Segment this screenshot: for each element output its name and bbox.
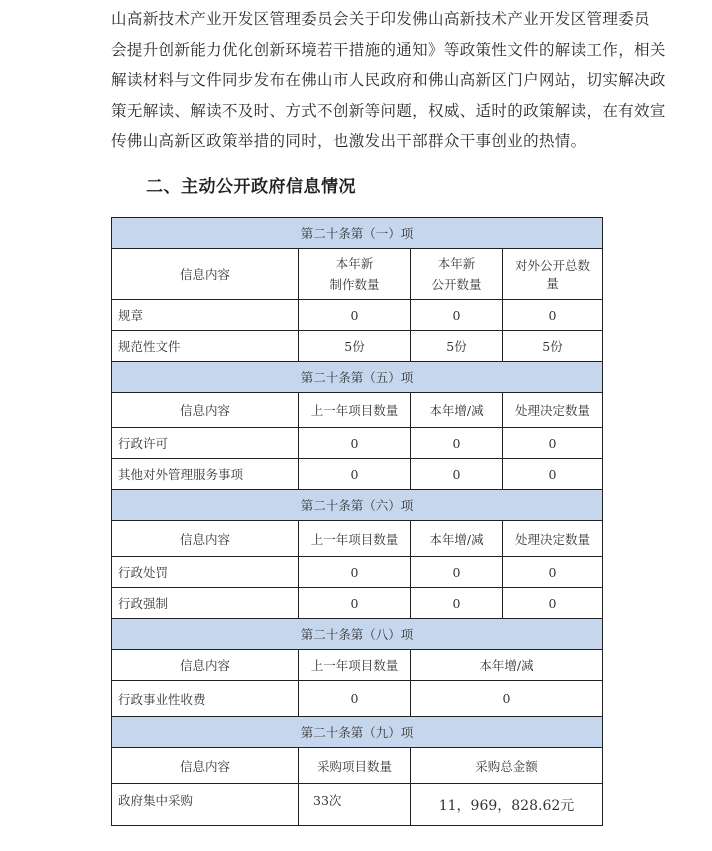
cell-value: 0	[503, 300, 603, 331]
column-header: 信息内容	[112, 393, 299, 428]
table-row	[112, 331, 603, 362]
cell-value: 0	[411, 428, 503, 459]
column-header: 本年新 公开数量	[411, 249, 503, 300]
intro-paragraph	[111, 4, 666, 157]
cell-value: 5份	[411, 331, 503, 362]
row-label: 其他对外管理服务事项	[112, 459, 299, 490]
cell-value: 0	[299, 681, 411, 717]
section-row	[112, 218, 603, 249]
row-label: 行政强制	[112, 588, 299, 619]
header-row	[112, 393, 603, 428]
column-header: 上一年项目数量	[299, 521, 411, 557]
header-row	[112, 748, 603, 784]
section-row	[112, 619, 603, 650]
row-label: 规范性文件	[112, 331, 299, 362]
table-row	[112, 681, 603, 717]
cell-value: 0	[299, 588, 411, 619]
intro-line: 策无解读、解读不及时、方式不创新等问题，权威、适时的政策解读，在有效宣	[111, 101, 666, 120]
cell-value: 0	[503, 557, 603, 588]
row-label: 行政许可	[112, 428, 299, 459]
cell-value: 0	[411, 588, 503, 619]
row-label: 政府集中采购	[112, 784, 299, 826]
table-row	[112, 300, 603, 331]
cell-value: 11，969，828.62元	[411, 784, 603, 826]
column-header: 信息内容	[112, 521, 299, 557]
table-row	[112, 428, 603, 459]
column-header: 本年新 制作数量	[299, 249, 411, 300]
table-row	[112, 557, 603, 588]
row-label: 规章	[112, 300, 299, 331]
table-row	[112, 588, 603, 619]
intro-line: 山高新技术产业开发区管理委员会关于印发佛山高新技术产业开发区管理委员	[111, 10, 650, 28]
row-label: 行政处罚	[112, 557, 299, 588]
cell-value: 0	[411, 681, 603, 717]
section-heading: 二、主动公开政府信息情况	[146, 177, 356, 197]
section-title: 第二十条第（六）项	[112, 490, 603, 521]
row-label: 行政事业性收费	[112, 681, 299, 717]
column-header: 处理决定数量	[503, 393, 603, 428]
column-header: 对外公开总数量	[503, 249, 603, 300]
column-header: 信息内容	[112, 748, 299, 784]
cell-value: 0	[299, 300, 411, 331]
intro-line: 传佛山高新区政策举措的同时，也激发出干部群众干事创业的热情。	[111, 132, 587, 150]
column-header: 信息内容	[112, 249, 299, 300]
section-title: 第二十条第（五）项	[112, 362, 603, 393]
cell-value: 0	[299, 428, 411, 459]
section-title: 第二十条第（八）项	[112, 619, 603, 650]
header-row	[112, 249, 603, 300]
section-row	[112, 490, 603, 521]
section-row	[112, 362, 603, 393]
column-header: 本年增/减	[411, 521, 503, 557]
column-header: 上一年项目数量	[299, 393, 411, 428]
table-row	[112, 459, 603, 490]
cell-value: 0	[411, 300, 503, 331]
cell-value: 33次	[299, 784, 411, 826]
section-row	[112, 717, 603, 748]
cell-value: 0	[411, 459, 503, 490]
cell-value: 0	[503, 459, 603, 490]
column-header: 处理决定数量	[503, 521, 603, 557]
section-title: 第二十条第（一）项	[112, 218, 603, 249]
table-row	[112, 784, 603, 826]
section-title: 第二十条第（九）项	[112, 717, 603, 748]
column-header: 信息内容	[112, 650, 299, 681]
column-header: 采购项目数量	[299, 748, 411, 784]
header-row	[112, 521, 603, 557]
cell-value: 5份	[299, 331, 411, 362]
column-header: 本年增/减	[411, 393, 503, 428]
column-header: 上一年项目数量	[299, 650, 411, 681]
intro-line: 会提升创新能力优化创新环境若干措施的通知》等政策性文件的解读工作，相关	[111, 40, 666, 59]
intro-line: 解读材料与文件同步发布在佛山市人民政府和佛山高新区门户网站，切实解决政	[111, 71, 666, 89]
cell-value: 0	[503, 588, 603, 619]
column-header: 本年增/减	[411, 650, 603, 681]
cell-value: 0	[411, 557, 503, 588]
cell-value: 0	[299, 459, 411, 490]
cell-value: 0	[503, 428, 603, 459]
disclosure-table	[111, 217, 603, 826]
column-header: 采购总金额	[411, 748, 603, 784]
cell-value: 0	[299, 557, 411, 588]
cell-value: 5份	[503, 331, 603, 362]
header-row	[112, 650, 603, 681]
